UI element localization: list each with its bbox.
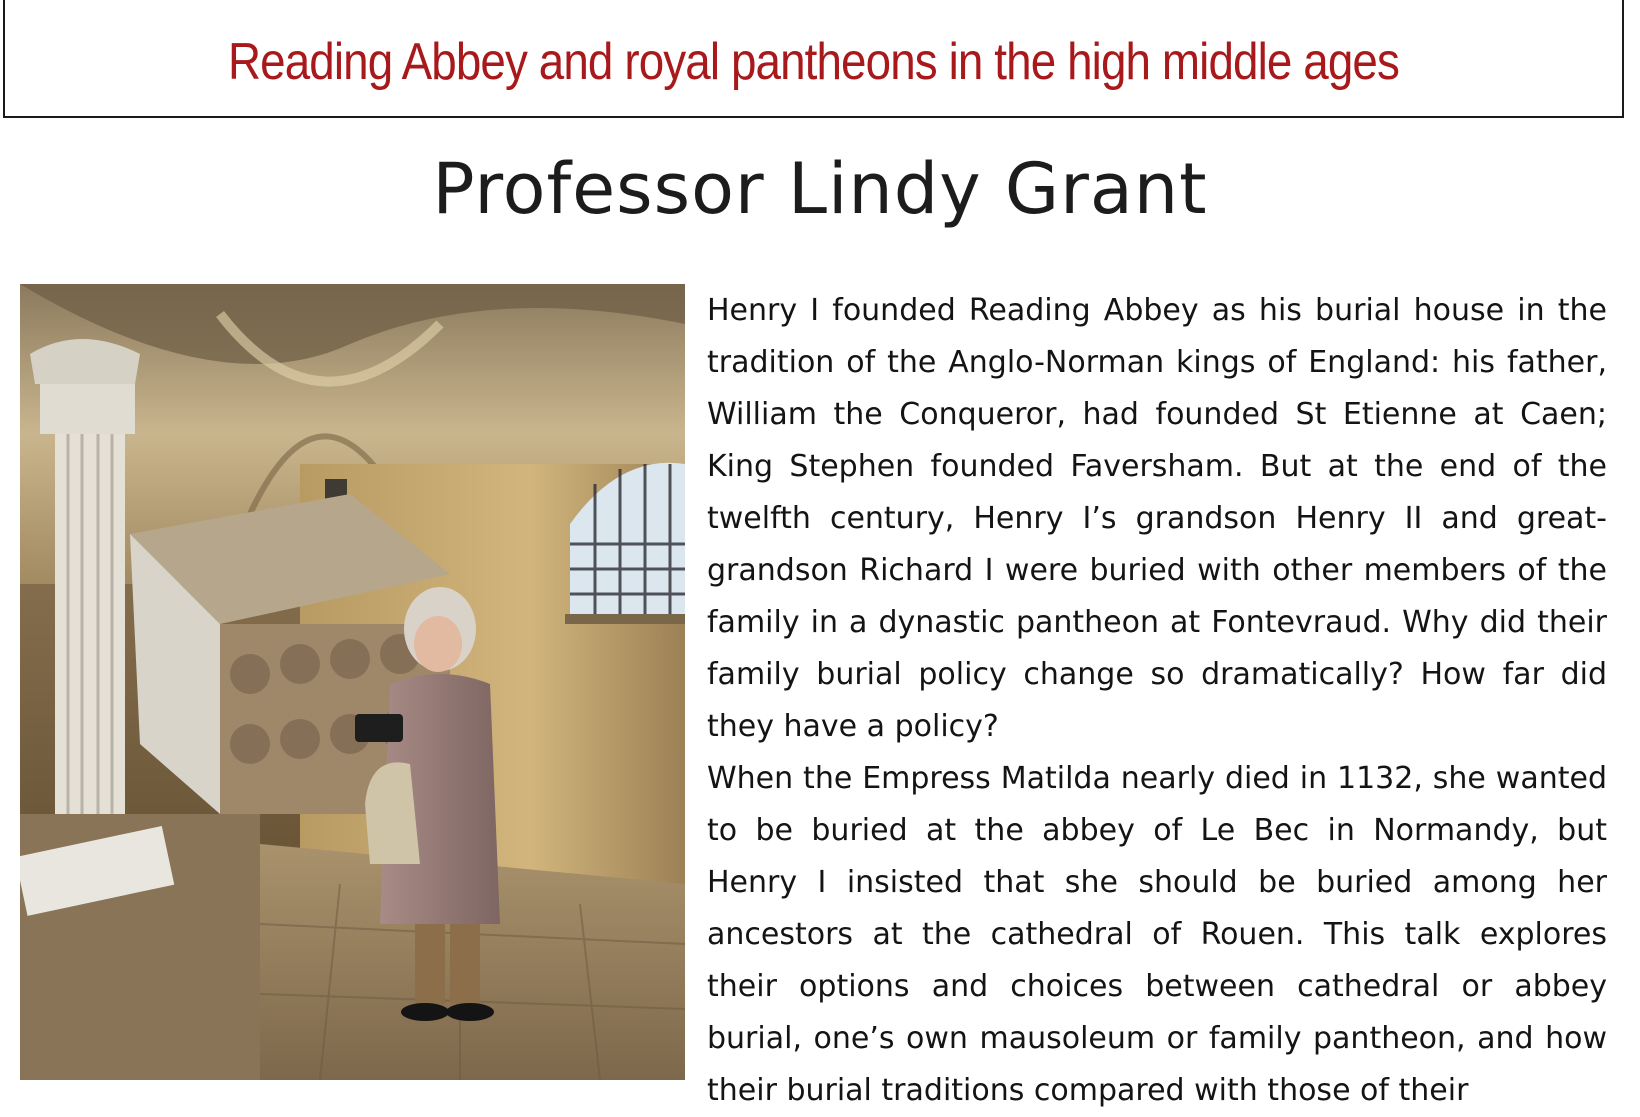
- abstract-paragraph-2: When the Empress Matilda nearly died in 1132, she wanted to be buried at the abbey of Le Bec in Normandy, but Henry I insisted that she should be buried among her ancestors at the cathedral of Rouen. This talk explores their options and choices between cathedral or abbey burial, one’s own mausoleum or family pantheon, and how their burial traditions compared with those of their: [707, 761, 1607, 1108]
- speaker-name: Professor Lindy Grant: [432, 148, 1208, 230]
- crypt-tomb-image: [20, 284, 685, 1080]
- title-banner: [3, 0, 1624, 118]
- talk-subtitle: Reading Abbey and royal pantheons in the high middle ages: [227, 33, 1400, 91]
- speaker-photo: [20, 284, 685, 1080]
- talk-abstract: [707, 285, 1607, 1117]
- abstract-paragraph-1: Henry I founded Reading Abbey as his burial house in the tradition of the Anglo-Norman kings of England: his father, William the Conqueror, had founded St Etienne at Caen; King Stephen founded Faversham. But at the end of the twelfth century, Henry I’s grandson Henry II and great-grandson Richard I were buried with other members of the family in a dynastic pantheon at Fontevraud. Why did their family burial policy change so dramatically? How far did they have a policy?: [707, 293, 1607, 744]
